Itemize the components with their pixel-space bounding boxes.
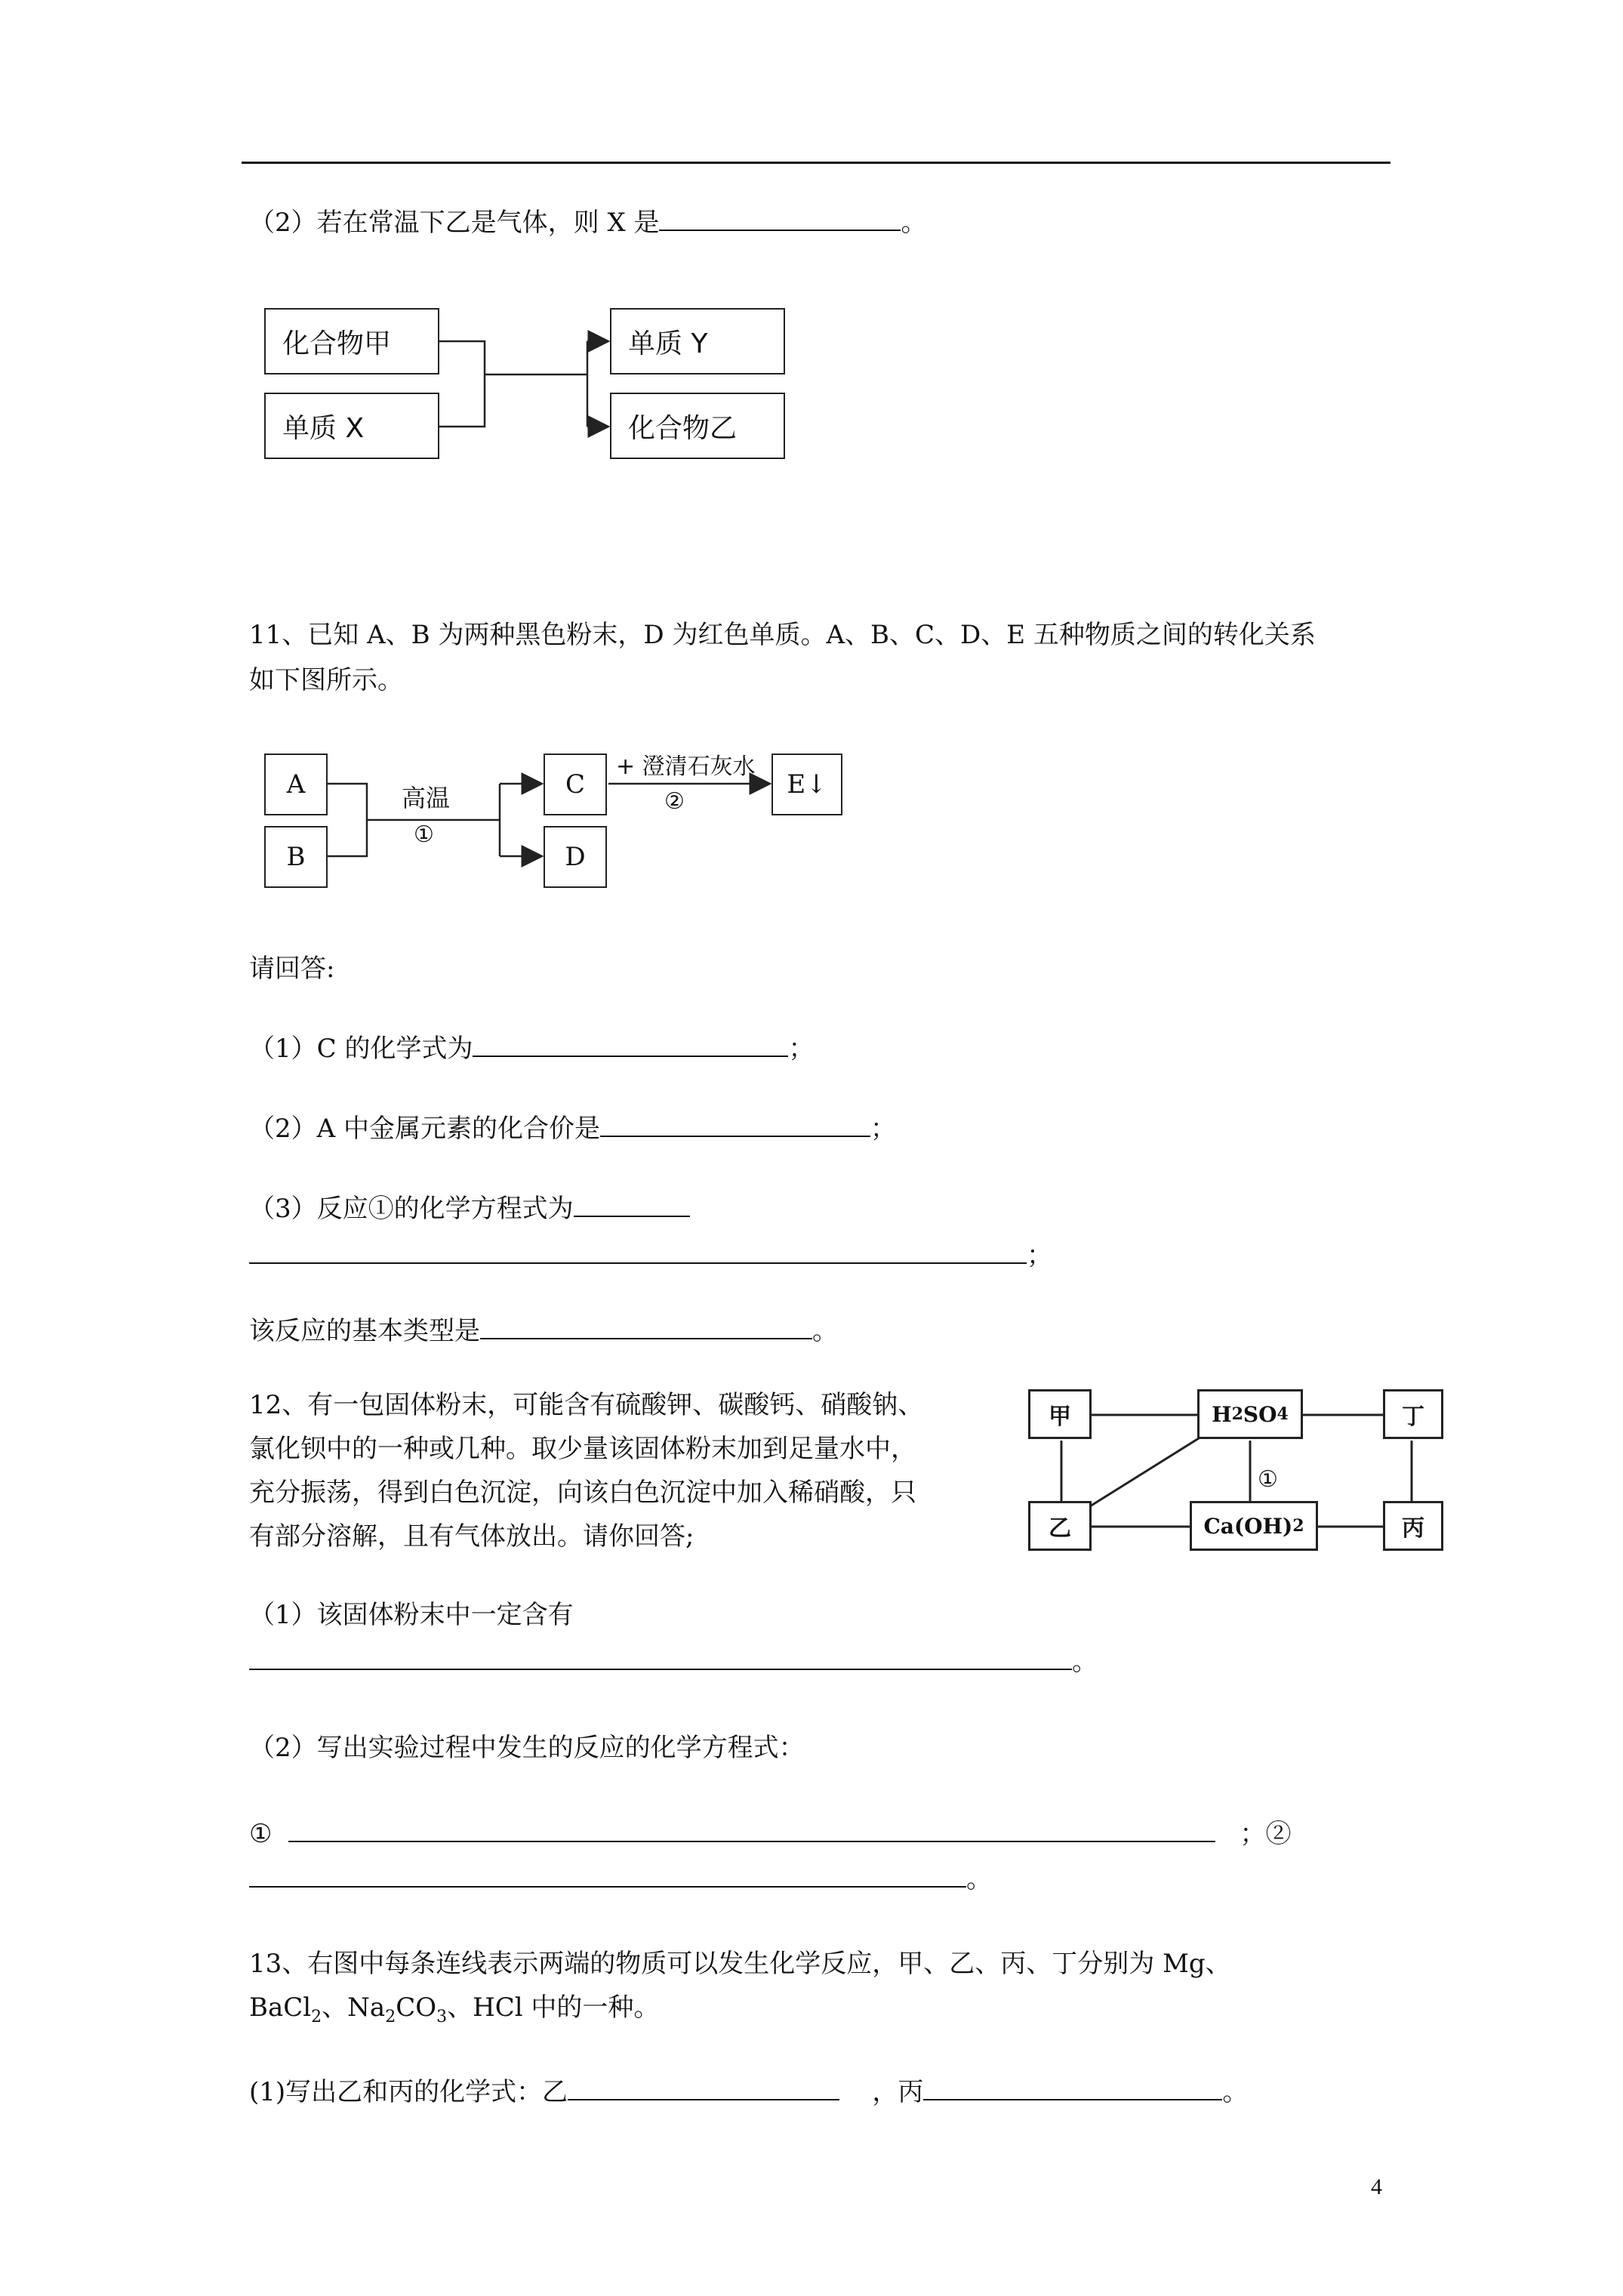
diagram1-connectors bbox=[438, 302, 619, 468]
q10-part2: （2）若在常温下乙是气体，则 X 是 。 bbox=[249, 204, 926, 239]
q11-line1: 11、已知 A、B 为两种黑色粉末，D 为红色单质。A、B、C、D、E 五种物质之间的转化关系 bbox=[249, 620, 1316, 650]
q12-equations: ① ；② bbox=[249, 1815, 1292, 1850]
q13-line1: 13、右图中每条连线表示两端的物质可以发生化学反应，甲、乙、丙、丁分别为 Mg、 bbox=[249, 1949, 1231, 1979]
answer-blank[interactable] bbox=[473, 1030, 788, 1057]
answer-blank[interactable] bbox=[659, 204, 901, 231]
box-caoh2: Ca(OH) 2 bbox=[1190, 1501, 1318, 1551]
box-b: B bbox=[264, 826, 328, 888]
answer-blank[interactable] bbox=[574, 1190, 690, 1217]
q12-line2: 氯化钡中的一种或几种。取少量该固体粉末加到足量水中， bbox=[249, 1434, 916, 1464]
label-step1: ① bbox=[1258, 1466, 1278, 1493]
q11-part2: （2）A 中金属元素的化合价是 ； bbox=[249, 1110, 896, 1145]
box-compound-jia: 化合物甲 bbox=[264, 308, 439, 374]
box-element-y: 单质 Y bbox=[610, 308, 785, 374]
q12-part2: （2）写出实验过程中发生的反应的化学方程式： bbox=[249, 1733, 805, 1763]
answer-blank[interactable] bbox=[288, 1815, 1215, 1842]
box-jia: 甲 bbox=[1028, 1389, 1092, 1439]
q11-part3-cont: ； bbox=[249, 1237, 1052, 1271]
answer-blank[interactable] bbox=[249, 1237, 1027, 1264]
label-step2: ② bbox=[664, 788, 685, 815]
q12-part1: （1）该固体粉末中一定含有 bbox=[249, 1600, 574, 1630]
box-compound-yi: 化合物乙 bbox=[610, 393, 785, 459]
q13-part1: (1)写出乙和丙的化学式：乙 ，丙 。 bbox=[249, 2073, 1248, 2108]
q10-part2-text: （2）若在常温下乙是气体，则 X 是 bbox=[249, 208, 660, 238]
q11-reaction-type: 该反应的基本类型是 。 bbox=[249, 1312, 838, 1347]
label-high-temp: 高温 bbox=[402, 784, 451, 812]
page-number: 4 bbox=[1371, 2174, 1382, 2199]
answer-blank[interactable] bbox=[568, 2073, 839, 2100]
box-a: A bbox=[264, 754, 328, 815]
q11-part3: （3）反应①的化学方程式为 bbox=[249, 1190, 690, 1225]
q12-line4: 有部分溶解，且有气体放出。请你回答; bbox=[249, 1521, 694, 1552]
q12-line3: 充分振荡，得到白色沉淀，向该白色沉淀中加入稀硝酸，只 bbox=[249, 1478, 916, 1508]
answer-blank[interactable] bbox=[249, 1860, 966, 1888]
box-bing: 丙 bbox=[1383, 1501, 1443, 1551]
q12-equations-cont: 。 bbox=[249, 1860, 992, 1895]
label-limewater: + 澄清石灰水 bbox=[616, 754, 756, 780]
q13-line2: BaCl$_2$、$Na_2CO_3$、HCl 中的一种。 bbox=[249, 1992, 660, 2026]
box-h2so4: H 2 SO 4 bbox=[1197, 1389, 1303, 1439]
box-yi: 乙 bbox=[1028, 1501, 1092, 1551]
header-rule bbox=[242, 162, 1390, 164]
answer-blank[interactable] bbox=[480, 1312, 812, 1339]
box-c: C bbox=[544, 754, 607, 815]
box-d: D bbox=[544, 826, 607, 888]
box-e: E↓ bbox=[771, 754, 842, 815]
q12-part1-cont: 。 bbox=[249, 1643, 1098, 1678]
q11-part1: （1）C 的化学式为 ； bbox=[249, 1030, 814, 1065]
label-step1: ① bbox=[414, 821, 434, 848]
answer-blank[interactable] bbox=[249, 1643, 1072, 1670]
box-element-x: 单质 X bbox=[264, 393, 439, 459]
answer-blank[interactable] bbox=[600, 1110, 870, 1137]
box-ding: 丁 bbox=[1383, 1389, 1443, 1439]
answer-blank[interactable] bbox=[923, 2073, 1222, 2100]
please-answer: 请回答: bbox=[249, 954, 335, 984]
q12-line1: 12、有一包固体粉末，可能含有硫酸钾、碳酸钙、硝酸钠、 bbox=[249, 1390, 924, 1420]
q11-line2: 如下图所示。 bbox=[249, 665, 403, 695]
